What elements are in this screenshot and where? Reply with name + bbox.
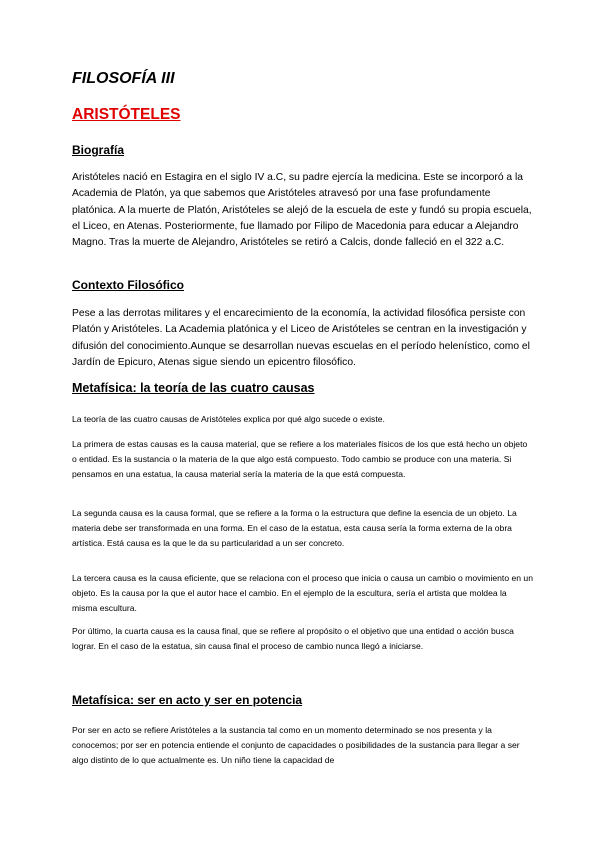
- author-heading: ARISTÓTELES: [72, 106, 181, 123]
- paragraph-causas-intro: La teoría de las cuatro causas de Aristóteles explica por qué algo sucede o existe.: [72, 414, 385, 424]
- paragraph-biografia: Aristóteles nació en Estagira en el siglo IV a.C, su padre ejercía la medicina. Este se incorporó a la Academia de Platón, ya que sabemos que Aristóteles atravesó por una fase profundamente platónica. A la muerte de Platón, Aristóteles se alejó de la escuela de este y fundó su propia escuela, el Liceo, en Atenas. Posteriormente, fue llamado por Filipo de Macedonia para educar a Alejandro Magno. Tras la muerte de Alejandro, Aristóteles se retiró a Calcis, donde falleció en el 322 a.C.: [72, 172, 532, 249]
- section-heading-biografia: Biografía: [72, 143, 125, 157]
- paragraph-causa-formal: La segunda causa es la causa formal, que se refiere a la forma o la estructura que define la esencia de un objeto. La materia debe ser transformada en una forma. En el caso de la estatua, esta causa sería la forma externa de la obra artística. Está causa es la que le da su particularidad a un ser concreto.: [72, 508, 517, 548]
- section-heading-cuatro-causas: Metafísica: la teoría de las cuatro causas: [72, 381, 315, 395]
- paragraph-causa-material: La primera de estas causas es la causa material, que se refiere a los materiales físicos de los que está hecho un objeto o entidad. Es la sustancia o la materia de la que algo está compuesto. Todo cambio se produce con una materia. Si pensamos en una estatua, la causa material sería la materia de la que está compuesta.: [72, 439, 528, 479]
- paragraph-causa-eficiente: La tercera causa es la causa eficiente, que se relaciona con el proceso que inicia o causa un cambio o movimiento en un objeto. Es la causa por la que el autor hace el cambio. En el ejemplo de la escultura, sería el artista que moldea la misma escultura.: [72, 573, 533, 613]
- paragraph-contexto: Pese a las derrotas militares y el encarecimiento de la economía, la actividad filosófica persiste con Platón y Aristóteles. La Academia platónica y el Liceo de Aristóteles se centran en la investigación y difusión del conocimiento.Aunque se desarrollan nuevas escuelas en el período helenístico, como el Jardín de Epicuro, Atenas sigue siendo un epicentro filosófico.: [72, 308, 530, 368]
- document-title: FILOSOFÍA III: [72, 70, 175, 87]
- section-heading-acto-potencia: Metafísica: ser en acto y ser en potencia: [72, 693, 303, 707]
- paragraph-causa-final: Por último, la cuarta causa es la causa final, que se refiere al propósito o el objetivo que una entidad o acción busca lograr. En el caso de la estatua, sin causa final el proceso de cambio nunca llegó a iniciarse.: [72, 626, 514, 651]
- section-heading-contexto: Contexto Filosófico: [72, 278, 184, 292]
- paragraph-acto-potencia: Por ser en acto se refiere Aristóteles a la sustancia tal como en un momento determinado se nos presenta y la conocemos; por ser en potencia entiende el conjunto de capacidades o posibilidades de la sustancia para llegar a ser algo distinto de lo que actualmente es. Un niño tiene la capacidad de: [72, 725, 520, 765]
